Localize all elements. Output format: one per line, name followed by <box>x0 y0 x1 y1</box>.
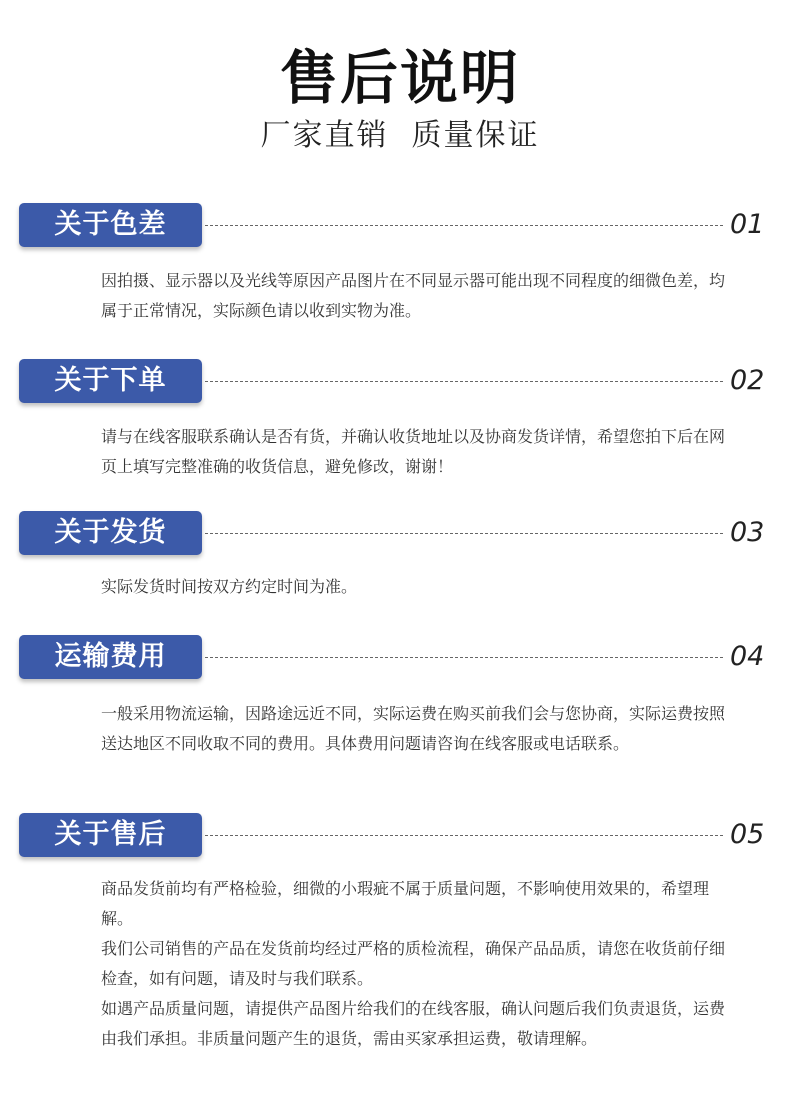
section-body <box>101 874 737 1054</box>
section-header <box>0 359 800 403</box>
section-body <box>101 572 737 602</box>
section-badge: 关于色差 <box>19 203 202 247</box>
section-badge: 关于下单 <box>19 359 202 403</box>
section-paragraph: 一般采用物流运输，因路途远近不同，实际运费在购买前我们会与您协商，实际运费按照送达地区不同收取不同的费用。具体费用问题请咨询在线客服或电话联系。 <box>101 704 726 753</box>
dashed-divider <box>205 657 723 658</box>
dashed-divider <box>205 225 723 226</box>
section-badge: 关于发货 <box>19 511 202 555</box>
section-paragraph: 请与在线客服联系确认是否有货，并确认收货地址以及协商发货详情，希望您拍下后在网页上填写完整准确的收货信息，避免修改，谢谢！ <box>101 427 726 476</box>
section-header <box>0 203 800 247</box>
section-number: 04 <box>730 641 765 672</box>
section-body <box>101 699 737 759</box>
dashed-divider <box>205 533 723 534</box>
section-header <box>0 813 800 857</box>
page-subtitle: 厂家直销 质量保证 <box>260 118 540 153</box>
section-number: 03 <box>730 517 765 548</box>
section-number: 02 <box>730 365 765 396</box>
section-paragraph: 如遇产品质量问题，请提供产品图片给我们的在线客服，确认问题后我们负责退货，运费由我们承担。非质量问题产生的退货，需由买家承担运费，敬请理解。 <box>101 999 726 1048</box>
page-title: 售后说明 <box>279 44 520 112</box>
section-header <box>0 511 800 555</box>
section-badge: 运输费用 <box>19 635 202 679</box>
section-paragraph: 实际发货时间按双方约定时间为准。 <box>101 577 358 596</box>
section-number: 01 <box>730 209 765 240</box>
dashed-divider <box>205 835 723 836</box>
section-body <box>101 422 737 482</box>
section-paragraph: 因拍摄、显示器以及光线等原因产品图片在不同显示器可能出现不同程度的细微色差，均属于正常情况，实际颜色请以收到实物为准。 <box>101 271 726 320</box>
section-number: 05 <box>730 819 765 850</box>
section-body <box>101 266 737 326</box>
section-header <box>0 635 800 679</box>
dashed-divider <box>205 381 723 382</box>
section-paragraph: 我们公司销售的产品在发货前均经过严格的质检流程，确保产品品质，请您在收货前仔细检查，如有问题，请及时与我们联系。 <box>101 939 726 988</box>
section-badge: 关于售后 <box>19 813 202 857</box>
section-paragraph: 商品发货前均有严格检验，细微的小瑕疵不属于质量问题，不影响使用效果的，希望理解。 <box>101 879 710 928</box>
